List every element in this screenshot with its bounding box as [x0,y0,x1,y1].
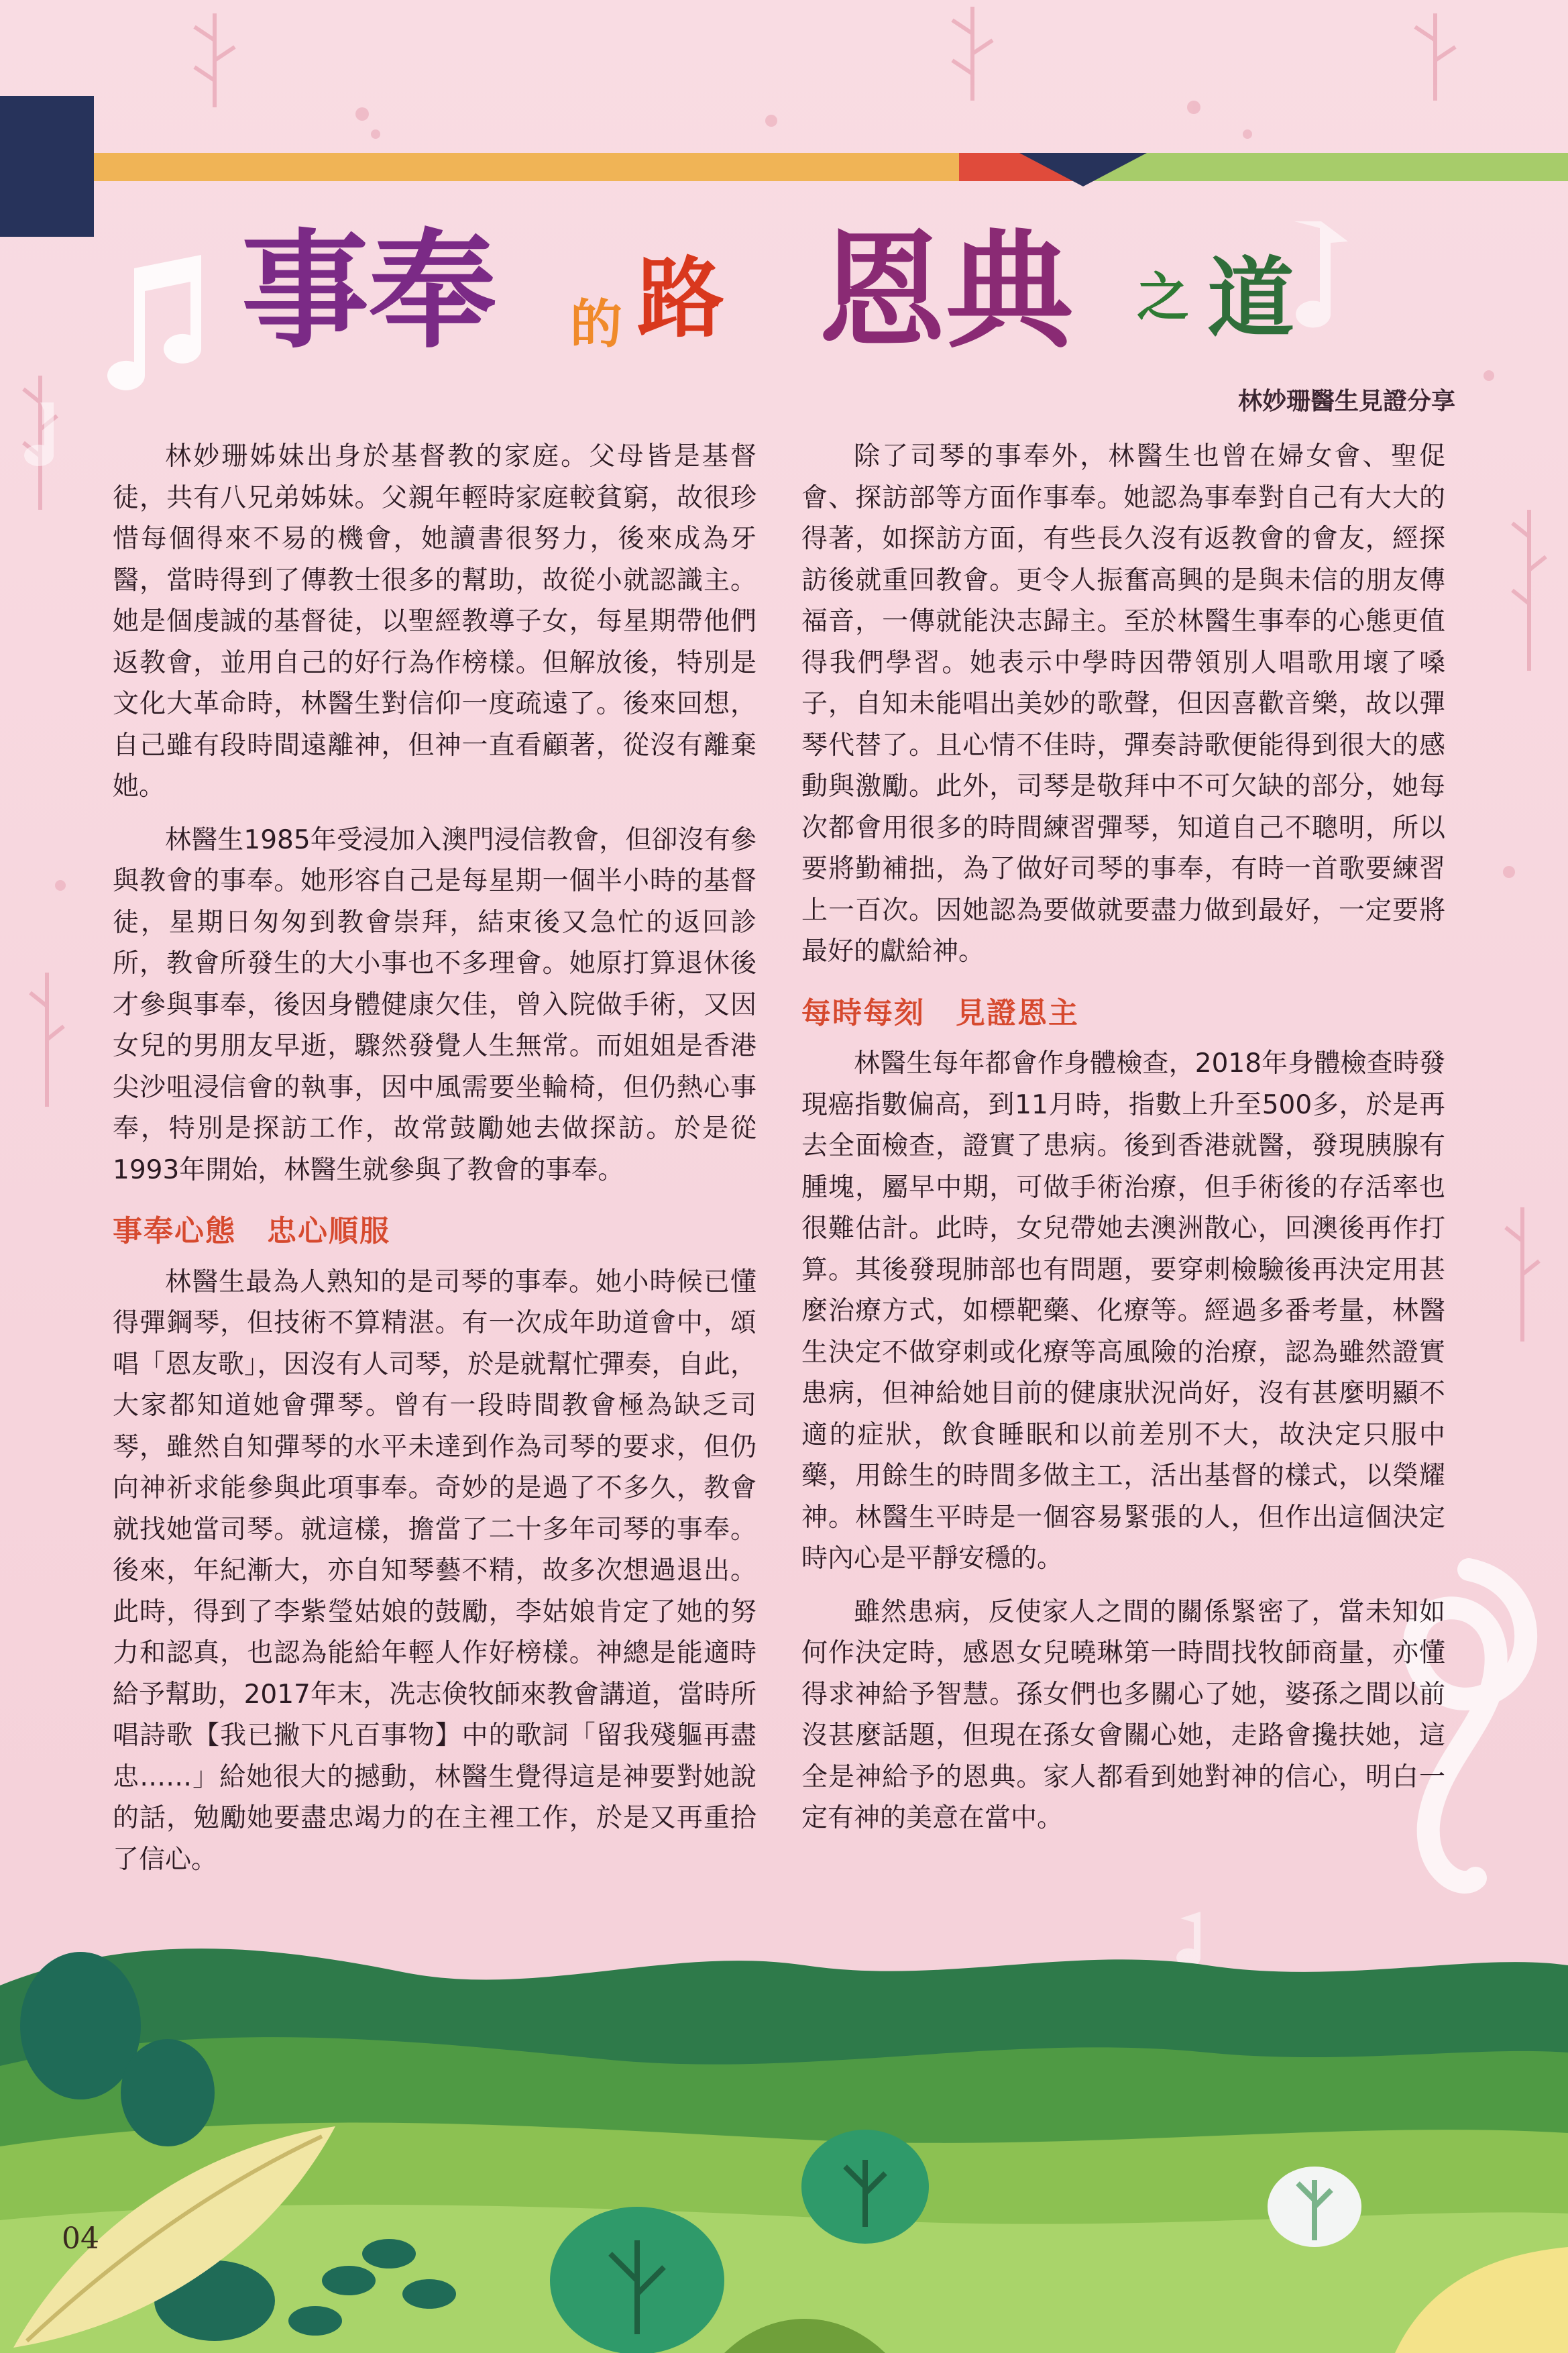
page-title [241,215,1382,362]
right-paragraph-1: 除了司琴的事奉外，林醫生也曾在婦女會、聖促會、探訪部等方面作事奉。她認為事奉對自己有大大的得著，如探訪方面，有些長久沒有返教會的會友，經探訪後就重回教會。更令人振奮高興的是與未信的朋友傳福音，一傳就能決志歸主。至於林醫生事奉的心態更值得我們學習。她表示中學時因帶領別人唱歌用壞了嗓子，自知未能唱出美妙的歌聲，但因喜歡音樂，故以彈琴代替了。且心情不佳時，彈奏詩歌便能得到很大的感動與激勵。此外，司琴是敬拜中不可欠缺的部分，她每次都會用很多的時間練習彈琴，知道自己不聰明，所以要將勤補拙，為了做好司琴的事奉，有時一首歌要練習上一百次。因她認為要做就要盡力做到最好，一定要將最好的獻給神。 [801,441,1445,967]
corner-block [0,96,94,237]
section-heading-witness: 每時每刻 見證恩主 [801,995,1079,1030]
title-word-road: 路 [637,248,725,349]
left-column [113,436,757,1892]
left-paragraph-1: 林妙珊姊妹出身於基督教的家庭。父母皆是基督徒，共有八兄弟姊妹。父親年輕時家庭較貧窮，故很珍惜每個得來不易的機會，她讀書很努力，後來成為牙醫，當時得到了傳教士很多的幫助，故從小就認識主。她是個虔誠的基督徒，以聖經教導子女，每星期帶他們返教會，並用自己的好行為作榜樣。但解放後，特別是文化大革命時，林醫生對信仰一度疏遠了。後來回想，自己雖有段時間遠離神，但神一直看顧著，從沒有離棄她。 [113,441,757,802]
right-paragraph-2: 林醫生每年都會作身體檢查，2018年身體檢查時發現癌指數偏高，到11月時，指數上升至500多，於是再去全面檢查，證實了患病。後到香港就醫，發現胰腺有腫塊，屬早中期，可做手術治療，但手術後的存活率也很難估計。此時，女兒帶她去澳洲散心，回澳後再作打算。其後發現肺部也有問題，要穿刺檢驗後再決定用甚麼治療方式，如標靶藥、化療等。經過多番考量，林醫生決定不做穿刺或化療等高風險的治療，認為雖然證實患病，但神給她目前的健康狀況尚好，沒有甚麼明顯不適的症狀，飲食睡眠和以前差別不大，故決定只服中藥，用餘生的時間多做主工，活出基督的樣式，以榮耀神。林醫生平時是一個容易緊張的人，但作出這個決定時內心是平靜安穩的。 [801,1048,1445,1574]
landscape-illustration [0,1905,1568,2353]
left-paragraph-3: 林醫生最為人熟知的是司琴的事奉。她小時候已懂得彈鋼琴，但技術不算精湛。有一次成年助道會中，頌唱「恩友歌」，因沒有人司琴，於是就幫忙彈奏，自此，大家都知道她會彈琴。曾有一段時間教會極為缺乏司琴，雖然自知彈琴的水平未達到作為司琴的要求，但仍向神祈求能參與此項事奉。奇妙的是過了不多久，教會就找她當司琴。就這樣，擔當了二十多年司琴的事奉。後來，年紀漸大，亦自知琴藝不精，故多次想過退出。此時，得到了李紫瑩姑娘的鼓勵，李姑娘肯定了她的努力和認真，也認為能給年輕人作好榜樣。神總是能適時給予幫助，2017年末，冼志倹牧師來教會講道，當時所唱詩歌【我已撇下凡百事物】中的歌詞「留我殘軀再盡忠……」給她很大的撼動，林醫生覺得這是神要對她說的話，勉勵她要盡忠竭力的在主裡工作，於是又再重拾了信心。 [113,1266,757,1875]
title-word-way: 道 [1207,248,1295,349]
header-stripe-green [1093,153,1568,181]
title-word-grace: 恩典 [818,216,1074,362]
title-particle-of: 的 [570,294,623,355]
title-particle-its: 之 [1137,268,1190,328]
byline: 林妙珊醫生見證分享 [1237,388,1455,415]
header-stripe-orange [94,153,959,181]
section-heading-attitude: 事奉心態 忠心順服 [113,1214,390,1248]
right-paragraph-3: 雖然患病，反使家人之間的關係緊密了，當未知如何作決定時，感恩女兒曉琳第一時間找牧師商量，亦懂得求神給予智慧。孫女們也多關心了她，婆孫之間以前沒甚麼話題，但現在孫女會關心她，走路會攙扶她，這全是神給予的恩典。家人都看到她對神的信心，明白一定有神的美意在當中。 [801,1596,1445,1833]
header-stripe-notch [1019,153,1147,186]
page-number: 04 [62,2222,99,2256]
title-word-serve: 事奉 [241,216,497,362]
left-paragraph-2: 林醫生1985年受浸加入澳門浸信教會，但卻沒有參與教會的事奉。她形容自己是每星期一個半小時的基督徒，星期日匆匆到教會崇拜，結束後又急忙的返回診所，教會所發生的大小事也不多理會。她原打算退休後才參與事奉，後因身體健康欠佳，曾入院做手術，又因女兒的男朋友早逝，驟然發覺人生無常。而姐姐是香港尖沙咀浸信會的執事，因中風需要坐輪椅，但仍熱心事奉，特別是探訪工作，故常鼓勵她去做探訪。於是從1993年開始，林醫生就參與了教會的事奉。 [113,824,757,1185]
right-column [801,436,1445,1851]
